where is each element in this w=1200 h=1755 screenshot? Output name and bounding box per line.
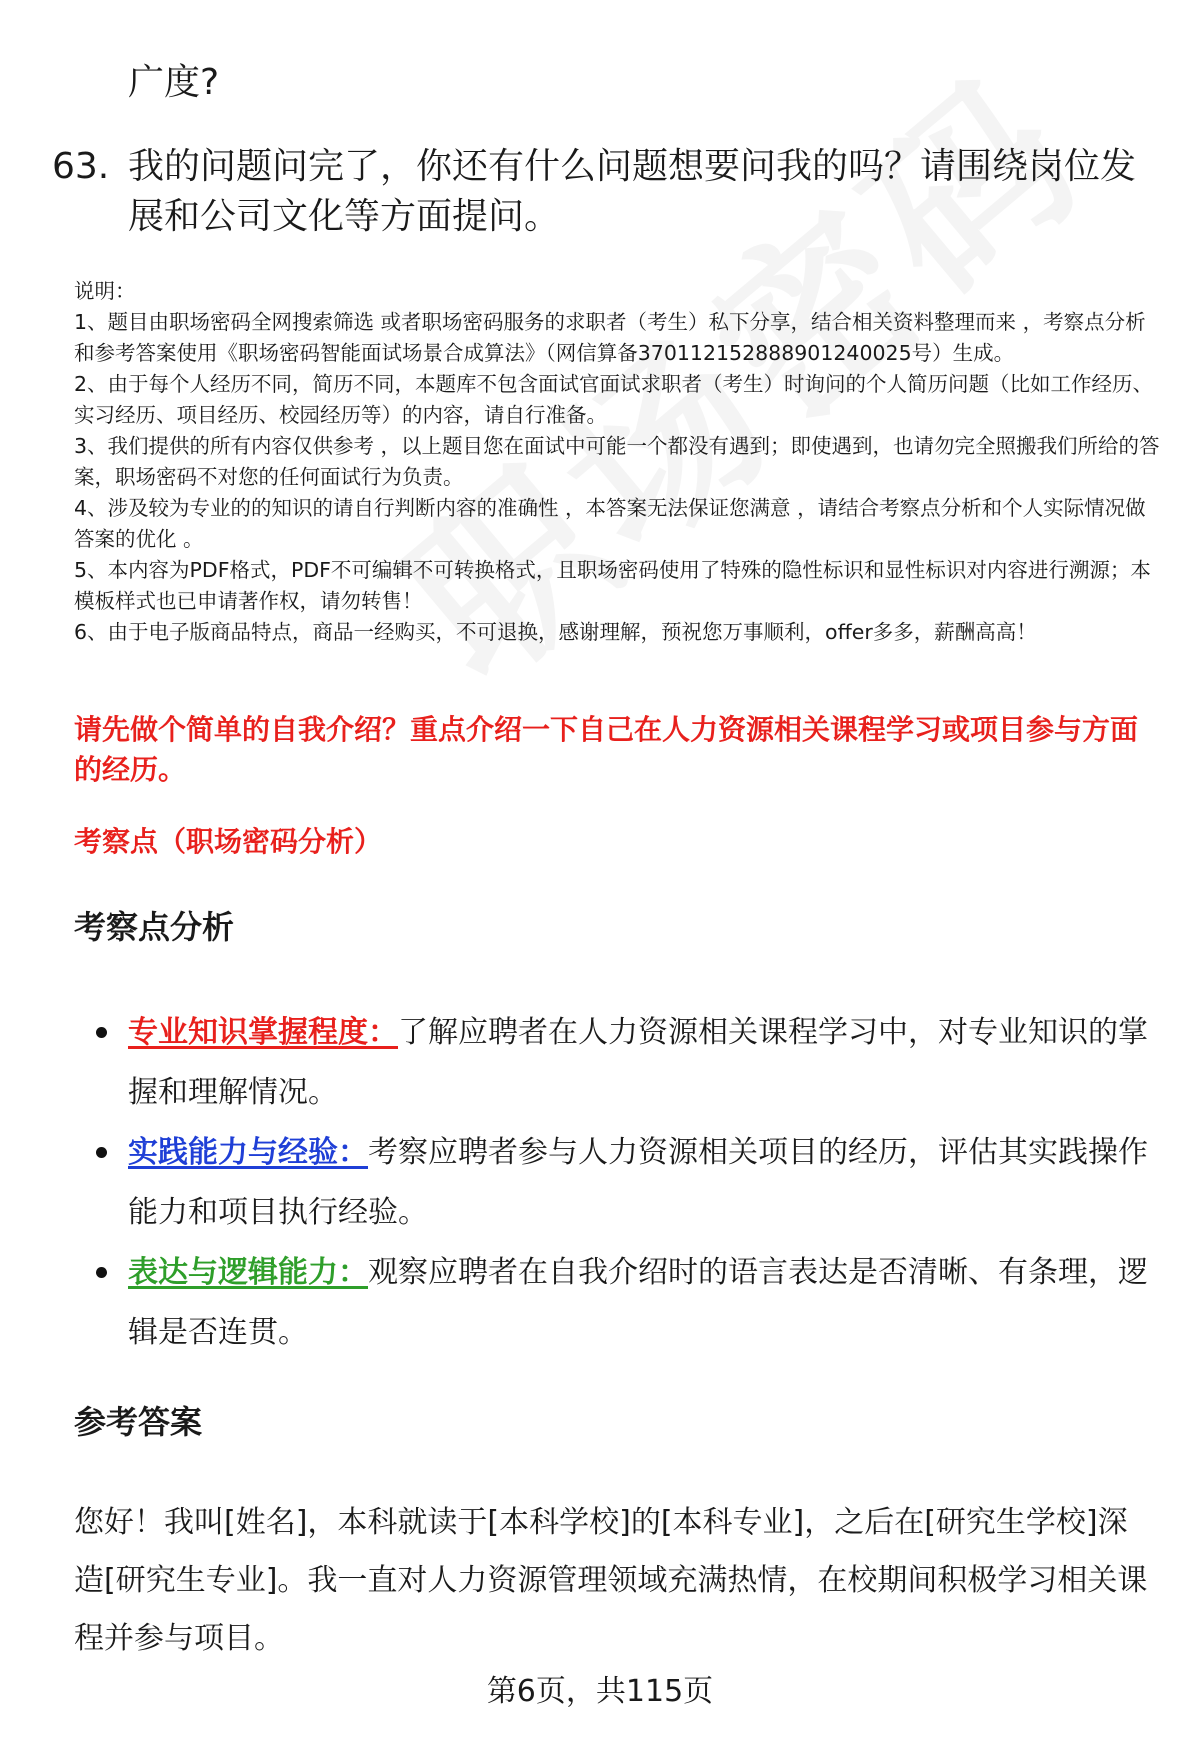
analysis-item-text: 考察应聘者参与人力资源相关项目的经历，评估其实践操作能力和项目执行经验。 (128, 1135, 1148, 1230)
analysis-item-label: 表达与逻辑能力： (128, 1255, 368, 1290)
main-question: 请先做个简单的自我介绍？重点介绍一下自己在人力资源相关课程学习或项目参与方面的经历。 (74, 713, 1139, 786)
analysis-item-text: 了解应聘者在人力资源相关课程学习中，对专业知识的掌握和理解情况。 (128, 1015, 1148, 1110)
previous-question-continuation: 广度? (128, 62, 220, 103)
note-item: 2、由于每个人经历不同，简历不同，本题库不包含面试官面试求职者（考生）时询问的个人简历问题（比如工作经历、实习经历、项目经历、校园经历等）的内容，请自行准备。 (74, 372, 1154, 427)
note-item: 6、由于电子版商品特点，商品一经购买，不可退换，感谢理解，预祝您万事顺利，offer多多，薪酬高高！ (74, 620, 1037, 644)
answer-heading: 参考答案 (74, 1403, 203, 1441)
note-item: 3、我们提供的所有内容仅供参考 ，以上题目您在面试中可能一个都没有遇到；即使遇到，也请勿完全照搬我们所给的答案，职场密码不对您的任何面试行为负责。 (74, 434, 1160, 489)
note-item: 4、涉及较为专业的的知识的请自行判断内容的准确性 ，本答案无法保证您满意 ，请结合考察点分析和个人实际情况做答案的优化 。 (74, 496, 1146, 551)
notes-section (74, 276, 1164, 648)
kaochadian-label: 考察点（职场密码分析） (74, 825, 383, 858)
note-item: 5、本内容为PDF格式，PDF不可编辑不可转换格式，且职场密码使用了特殊的隐性标识和显性标识对内容进行溯源；本模板样式也已申请著作权，请勿转售！ (74, 558, 1151, 613)
question-number: 63. (52, 146, 110, 187)
analysis-item-label: 实践能力与经验： (128, 1135, 368, 1170)
analysis-heading: 考察点分析 (74, 908, 235, 946)
bullet-dot-icon (96, 1147, 107, 1158)
note-item: 1、题目由职场密码全网搜索筛选 或者职场密码服务的求职者（考生）私下分享，结合相关资料整理而来 ，考察点分析和参考答案使用《职场密码智能面试场景合成算法》（网信算备370112152888901240025号）生成。 (74, 310, 1146, 365)
bullet-dot-icon (96, 1267, 107, 1278)
answer-text: 您好！我叫[姓名]，本科就读于[本科学校]的[本科专业]，之后在[研究生学校]深造[研究生专业]。我一直对人力资源管理领域充满热情，在校期间积极学习相关课程并参与项目。 (74, 1505, 1148, 1656)
notes-title: 说明： (74, 279, 136, 303)
analysis-item (96, 1003, 1156, 1123)
analysis-item (96, 1123, 1156, 1243)
question-63 (52, 142, 1152, 242)
bullet-dot-icon (96, 1027, 107, 1038)
analysis-item-label: 专业知识掌握程度： (128, 1015, 398, 1050)
analysis-list (96, 1003, 1156, 1363)
question-text: 我的问题问完了，你还有什么问题想要问我的吗？请围绕岗位发展和公司文化等方面提问。 (128, 146, 1137, 237)
analysis-item (96, 1243, 1156, 1363)
page-footer: 第6页，共115页 (486, 1674, 714, 1709)
analysis-item-text: 观察应聘者在自我介绍时的语言表达是否清晰、有条理，逻辑是否连贯。 (128, 1255, 1148, 1350)
